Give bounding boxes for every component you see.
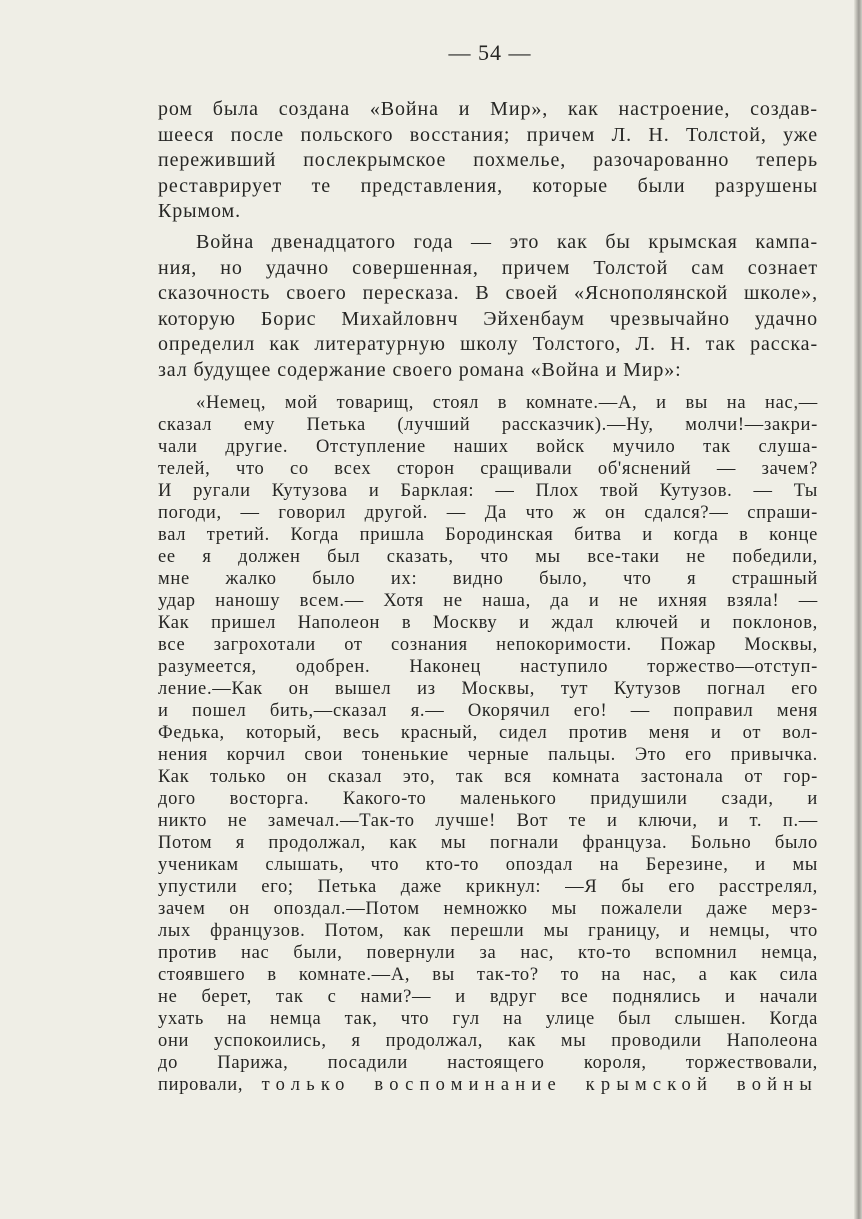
text-line: мне жалко было их: видно было, что я страшный [158, 569, 818, 589]
text-line: и пошел бить,—сказал я.— Окорячил его! — поправил меня [158, 701, 818, 721]
text-emphasis-spaced: только воспоминание крымской войны [261, 1075, 818, 1095]
text-line: ухать на немца так, что гул на улице был слышен. Когда [158, 1009, 818, 1029]
paragraph-3-quote [158, 392, 818, 1096]
text-line: упустили его; Петька даже крикнул: —Я бы его расстрелял, [158, 877, 818, 897]
paragraph-1 [158, 97, 818, 225]
text-line: определил как литературную школу Толстого, Л. Н. так расска- [158, 333, 818, 356]
text-line: реставрирует те представления, которые были разрушены [158, 174, 818, 197]
text-line: ее я должен был сказать, что мы все-таки не победили, [158, 547, 818, 567]
text-line: сказочность своего пересказа. В своей «Яснополянской школе», [158, 282, 818, 305]
text-line: Как пришел Наполеон в Москву и ждал ключей и поклонов, [158, 613, 818, 633]
text-line: разумеется, одобрен. Наконец наступило торжество—отступ- [158, 657, 818, 677]
text-line: Потом я продолжал, как мы погнали француза. Больно было [158, 833, 818, 853]
text-line: чали другие. Отступление наших войск мучило так слуша- [158, 437, 818, 457]
text-line: зал будущее содержание своего романа «Война и Мир»: [158, 358, 682, 381]
text-line: ление.—Как он вышел из Москвы, тут Кутузов погнал его [158, 679, 818, 699]
text-line: все загрохотали от сознания непокоримости. Пожар Москвы, [158, 635, 818, 655]
text-line: они успокоились, я продолжал, как мы проводили Наполеона [158, 1031, 818, 1051]
text-line: Как только он сказал это, так вся комната застонала от гор- [158, 767, 818, 787]
text-line: Крымом. [158, 200, 242, 223]
text-normal: пировали, [158, 1075, 244, 1095]
text-line: сказал ему Петька (лучший рассказчик).—Ну, молчи!—закри- [158, 415, 818, 435]
text-line: И ругали Кутузова и Барклая: — Плох твой Кутузов. — Ты [158, 481, 818, 501]
text-line: не берет, так с нами?— и вдруг все поднялись и начали [158, 987, 818, 1007]
text-line: лых французов. Потом, как перешли мы границу, и немцы, что [158, 921, 818, 941]
text-line: против нас были, повернули за нас, кто-то вспомнил немца, [158, 943, 818, 963]
text-line: стоявшего в комнате.—А, вы так-то? то на нас, а как сила [158, 965, 818, 985]
text-line: ром была создана «Война и Мир», как настроение, создав- [158, 98, 818, 120]
text-line: до Парижа, посадили настоящего короля, торжествовали, [158, 1053, 818, 1073]
text-line: никто не замечал.—Так-то лучше! Вот те и ключи, и т. п.— [158, 811, 818, 831]
text-line: Федька, который, весь красный, сидел против меня и от вол- [158, 723, 818, 743]
text-line: телей, что со всех сторон сращивали об'яснений — зачем? [158, 459, 818, 479]
text-line: которую Борис Михайловнч Эйхенбаум чрезвычайно удачно [158, 307, 818, 330]
page-edge-shadow [854, 0, 862, 1219]
text-line: зачем он опоздал.—Потом немножко мы пожалели даже мерз- [158, 899, 818, 919]
text-line: удар наношу всем.— Хотя не наша, да и не ихняя взяла! — [158, 591, 818, 611]
text-line: Война двенадцатого года — это как бы крымская кампа- [196, 231, 818, 253]
text-line: переживший послекрымское похмелье, разочарованно теперь [158, 149, 818, 172]
text-line-final [158, 1074, 818, 1096]
text-line: дого восторга. Какого-то маленького придушили сзади, и [158, 789, 818, 809]
page-number: — 54 — [448, 40, 532, 65]
text-line: шееся после польского восстания; причем Л. Н. Толстой, уже [158, 123, 818, 146]
text-line: вал третий. Когда пришла Бородинская битва и когда в конце [158, 525, 818, 545]
text-line: погоди, — говорил другой. — Да что ж он сдался?— спраши- [158, 503, 818, 523]
paragraph-2 [158, 230, 818, 384]
text-line: ния, но удачно совершенная, причем Толстой сам сознает [158, 256, 818, 279]
text-line: «Немец, мой товарищ, стоял в комнате.—А, и вы на нас,— [196, 393, 818, 413]
text-line: ученикам слышать, что кто-то опоздал на Березине, и мы [158, 855, 818, 875]
text-line: нения корчил свои тоненькие черные пальцы. Это его привычка. [158, 745, 818, 765]
